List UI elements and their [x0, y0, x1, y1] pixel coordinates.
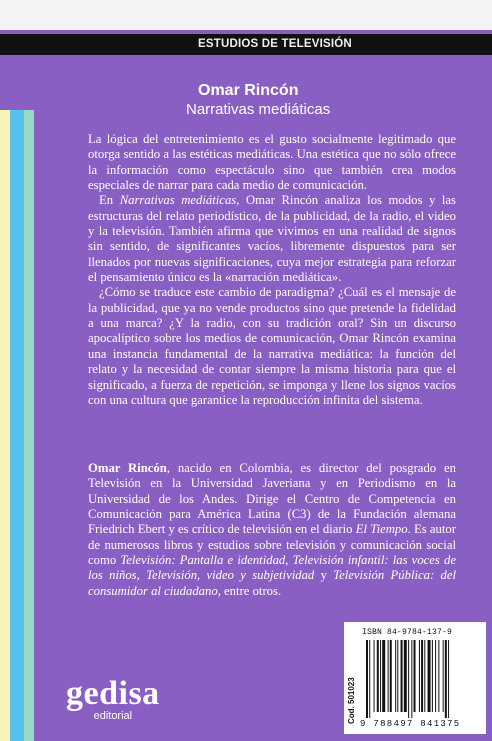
italic-title: Televisión Pública: del consumidor al ciudadano	[88, 568, 456, 598]
italic-title: El Tiempo	[355, 522, 408, 537]
series-band	[0, 34, 492, 55]
description-paragraph: En Narrativas mediáticas, Omar Rincón analiza los modos y las estructuras del relato periodístico, de la publicidad, de la radio, el video y la televisión. También afirma que vivimos en una realidad de signos sin sentido, de significantes vacíos, libremente dispuestos para ser llenados por nuevas significaciones, cuya mejor estrategia para reforzar el pensamiento único es la «narración mediática».	[88, 193, 456, 285]
barcode-bar	[448, 640, 449, 718]
description-paragraph: ¿Cómo se traduce este cambio de paradigma? ¿Cuál es el mensaje de la publicidad, que ya no vende productos sino que pretende la fidelidad a una marca? ¿Y la radio, con su tradición oral? Sin un discurso apocalíptico sobre los medios de comunicación, Omar Rincón examina una instancia fundamental de la narrativa mediática: la función del relato y la necesidad de contar siempre la misma historia para que el significado, a fuerza de repetición, se imponga y llene los signos vacíos con una cultura que garantice la reproducción infinita del sistema.	[88, 285, 456, 407]
barcode-bar	[395, 640, 396, 712]
heading-block	[186, 82, 330, 120]
barcode-bar	[443, 640, 444, 712]
bio-paragraph: Omar Rincón, nacido en Colombia, es director del posgrado en Televisión en la Universidad Javeriana y en Periodismo en la Universidad de los Andes. Dirige el Centro de Competencia en Comunicación para América Latina (C3) de la Fundación alemana Friedrich Ebert y es crítico de televisión en el diario El Tiempo. Es autor de numerosos libros y estudios sobre televisión y comunicación social como Televisión: Pantalla e identidad, Televisión infantil: las voces de los niños, Televisión, video y subjetividad y Televisión Pública: del consumidor al ciudadano, entre otros.	[88, 461, 456, 598]
author-bio	[88, 461, 456, 599]
stripe-green	[24, 110, 34, 741]
barcode-bar	[390, 640, 392, 712]
barcode-bar	[421, 640, 423, 712]
italic-title: Televisión: Pantalla e identidad, Televisión infantil: las voces de los niños, Televisión, video y subjetividad	[88, 553, 456, 583]
barcode-bar	[424, 640, 425, 712]
barcode-bar	[445, 640, 447, 718]
barcode-bar	[404, 640, 407, 712]
description-paragraph: La lógica del entretenimiento es el gusto socialmente legitimado que otorga sentido a las estéticas mediáticas. Una estética que no sólo ofrece la información como espectáculo sino que también crea modos especiales de narrar para cada medio de comunicación.	[88, 132, 456, 193]
barcode-bar	[414, 640, 416, 712]
barcode-bar	[382, 640, 385, 712]
barcode-bar	[408, 640, 409, 718]
bold-name: Omar Rincón	[88, 461, 167, 475]
barcode-bar	[374, 640, 375, 712]
stripe-blue	[10, 110, 24, 741]
barcode-icon	[366, 640, 478, 718]
barcode-bar	[388, 640, 389, 712]
cod-number: Cod. 501023	[347, 677, 356, 724]
series-label: ESTUDIOS DE TELEVISIÓN	[198, 38, 352, 50]
book-title: Narrativas mediáticas	[186, 101, 331, 118]
barcode-bar	[369, 640, 370, 718]
author-name: Omar Rincón	[198, 82, 299, 99]
barcode-bar	[377, 640, 379, 712]
barcode-bar	[397, 640, 398, 712]
description-text	[88, 132, 456, 408]
barcode-bar	[380, 640, 381, 712]
italic-title: Narrativas mediáticas	[119, 193, 237, 208]
publisher-sub: editorial	[93, 710, 133, 722]
barcode-bar	[411, 640, 412, 718]
barcode-bar	[366, 640, 368, 718]
barcode-bar	[432, 640, 433, 712]
publisher-name: gedisa	[66, 675, 160, 712]
stripe-yellow	[0, 110, 10, 741]
barcode-bar	[435, 640, 436, 712]
top-margin	[0, 0, 492, 30]
isbn-text: ISBN 84-9784-137-9	[362, 628, 453, 637]
publisher-logo	[66, 675, 160, 722]
barcode-bar	[438, 640, 439, 712]
barcode-box	[344, 622, 486, 734]
barcode-bar	[401, 640, 403, 712]
barcode-bar	[428, 640, 431, 712]
ean-digits: 9 788497 841375	[360, 719, 461, 729]
barcode-bar	[419, 640, 420, 712]
